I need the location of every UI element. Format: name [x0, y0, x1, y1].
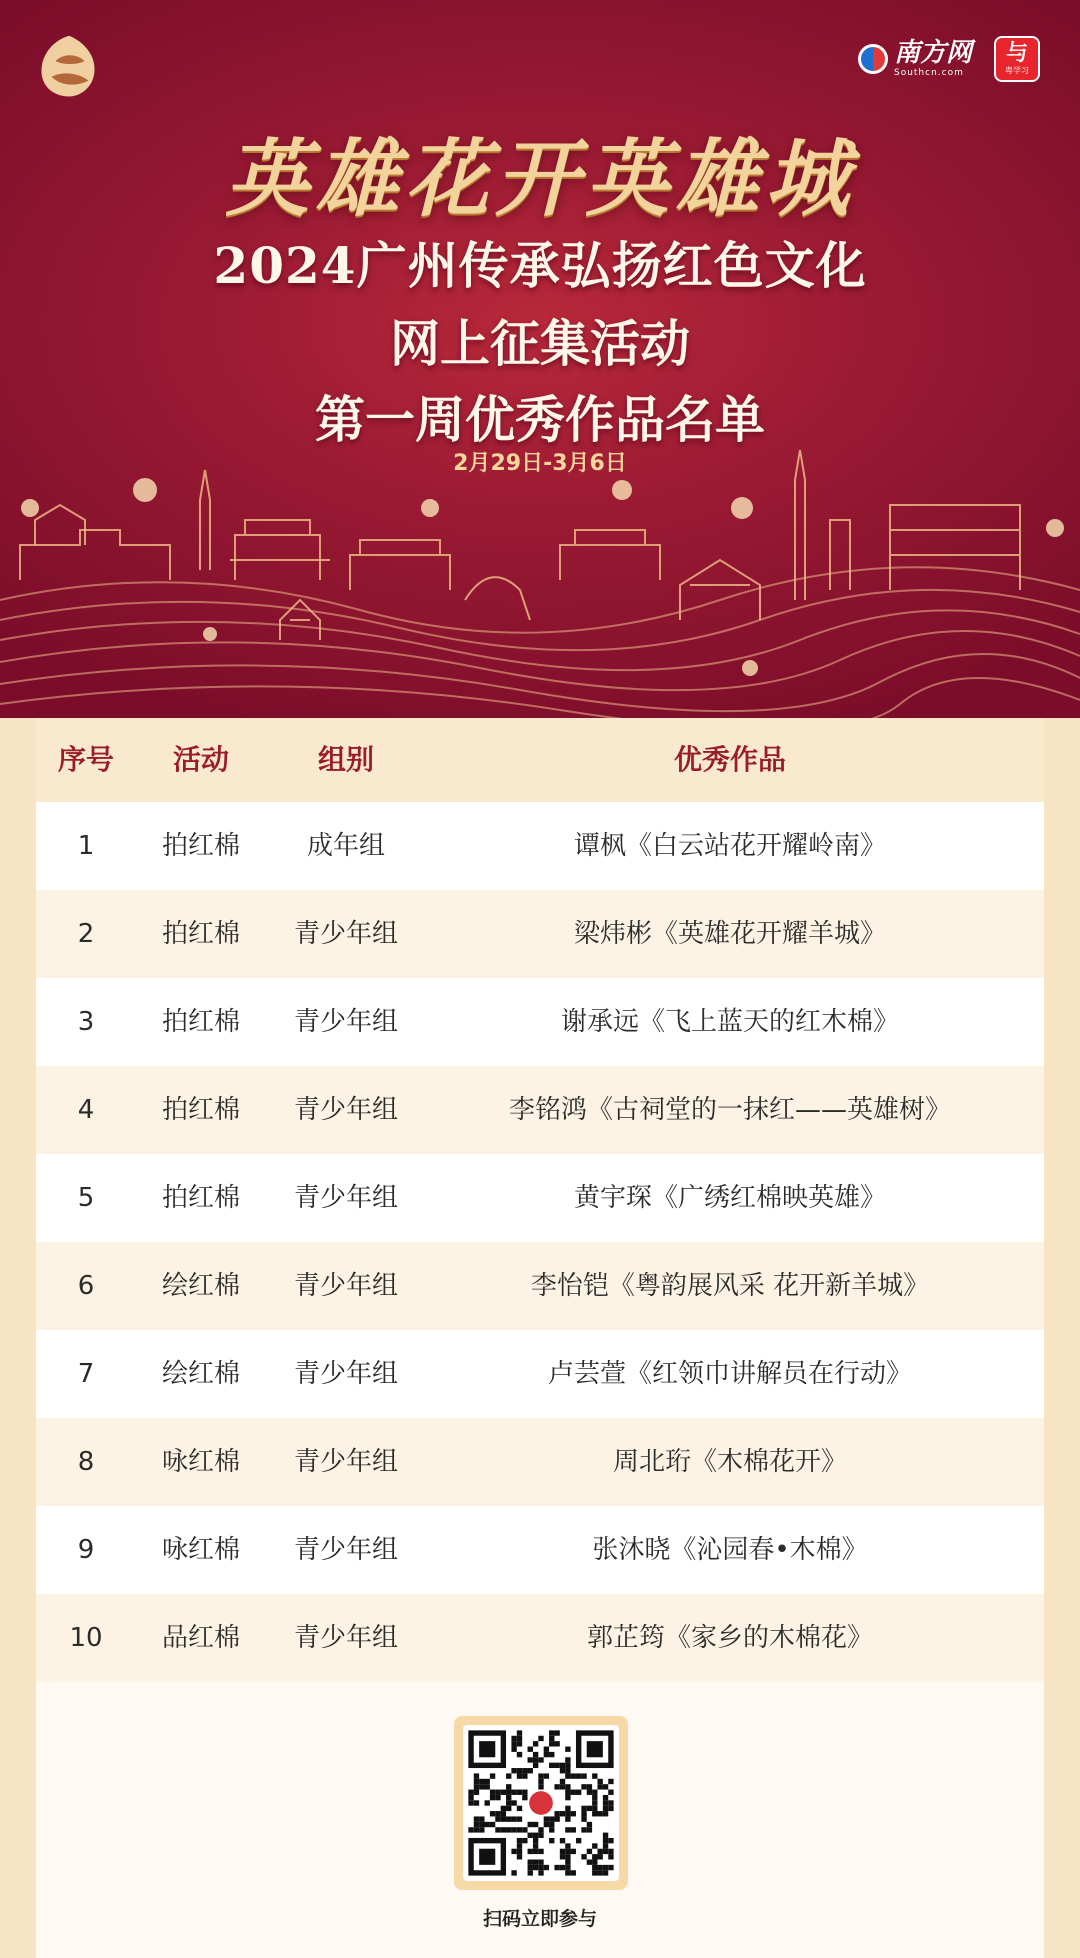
cell-number: 9	[77, 1535, 95, 1565]
table-header	[36, 718, 1044, 802]
yue-xuexi-logo	[994, 36, 1040, 82]
southcn-logo	[858, 40, 972, 78]
cell-activity: 拍红棉	[161, 1007, 240, 1037]
cell-work: 梁炜彬《英雄花开耀羊城》	[573, 919, 886, 949]
qr-code[interactable]	[454, 1716, 628, 1890]
cell-work: 李铭鸿《古祠堂的一抹红——英雄树》	[508, 1095, 951, 1125]
cell-activity: 咏红棉	[161, 1447, 240, 1477]
cell-activity: 咏红棉	[161, 1535, 240, 1565]
cell-group: 青少年组	[293, 1183, 398, 1213]
cell-number: 10	[69, 1623, 103, 1653]
cell-activity: 绘红棉	[161, 1271, 240, 1301]
table-row	[36, 1154, 1044, 1242]
cell-activity: 拍红棉	[161, 831, 240, 861]
cell-activity: 拍红棉	[161, 919, 240, 949]
southcn-name: 南方网	[893, 38, 972, 68]
cell-activity: 拍红棉	[161, 1095, 240, 1125]
header-activity: 活动	[172, 743, 229, 776]
qr-code-icon	[463, 1725, 619, 1881]
page-title-line3: 第一周优秀作品名单	[315, 390, 765, 449]
cell-number: 3	[77, 1007, 95, 1037]
table-row	[36, 1330, 1044, 1418]
table-row	[36, 802, 1044, 890]
cell-number: 8	[77, 1447, 95, 1477]
page-title-line1: 2024广州传承弘扬红色文化	[213, 236, 867, 295]
cell-group: 青少年组	[293, 1623, 398, 1653]
header-group: 组别	[317, 743, 374, 776]
table-row	[36, 978, 1044, 1066]
table-row	[36, 1242, 1044, 1330]
cell-group: 青少年组	[293, 1535, 398, 1565]
kapok-logo-icon	[30, 28, 108, 106]
calligraphy-slogan: 英雄花开英雄城	[224, 129, 855, 228]
southcn-domain: Southcn.com	[893, 68, 964, 78]
cell-group: 青少年组	[293, 1007, 398, 1037]
date-range: 2月29日-3月6日	[453, 451, 627, 476]
page-title-line2: 网上征集活动	[390, 314, 690, 373]
table-row	[36, 1066, 1044, 1154]
cell-number: 6	[77, 1271, 95, 1301]
yue-xuexi-label: 粤学习	[1005, 66, 1029, 75]
cell-group: 青少年组	[293, 919, 398, 949]
brand-logos	[858, 36, 1040, 82]
results-panel	[36, 718, 1044, 1958]
cell-work: 郭芷筠《家乡的木棉花》	[586, 1623, 873, 1653]
cell-group: 青少年组	[293, 1271, 398, 1301]
cell-work: 周北珩《木棉花开》	[612, 1447, 847, 1477]
cell-number: 1	[77, 831, 95, 861]
table-row	[36, 1506, 1044, 1594]
cell-group: 青少年组	[293, 1447, 398, 1477]
cell-activity: 绘红棉	[161, 1359, 240, 1389]
table-row	[36, 1418, 1044, 1506]
cell-work: 卢芸萱《红领巾讲解员在行动》	[547, 1359, 912, 1389]
cell-group: 青少年组	[293, 1095, 398, 1125]
cell-work: 张沐晓《沁园春•木棉》	[592, 1535, 868, 1565]
cell-number: 7	[77, 1359, 95, 1389]
cell-number: 4	[77, 1095, 95, 1125]
header-number: 序号	[57, 743, 114, 776]
qr-caption: 扫码立即参与	[482, 1908, 597, 1930]
cell-work: 谭枫《白云站花开耀岭南》	[573, 831, 886, 861]
cell-activity: 品红棉	[161, 1623, 240, 1653]
cell-work: 李怡铠《粤韵展风采 花开新羊城》	[530, 1271, 930, 1301]
cell-group: 青少年组	[293, 1359, 398, 1389]
southcn-mark-icon	[858, 44, 888, 74]
cell-activity: 拍红棉	[161, 1183, 240, 1213]
cell-number: 5	[77, 1183, 95, 1213]
yue-xuexi-mark: 与	[1005, 41, 1028, 66]
header-banner	[0, 0, 1080, 718]
cell-work: 黄宇琛《广绣红棉映英雄》	[573, 1183, 886, 1213]
table-row	[36, 1594, 1044, 1682]
header-work: 优秀作品	[673, 743, 786, 776]
cell-number: 2	[77, 919, 95, 949]
cell-work: 谢承远《飞上蓝天的红木棉》	[560, 1007, 899, 1037]
cell-group: 成年组	[306, 831, 385, 861]
table-row	[36, 890, 1044, 978]
